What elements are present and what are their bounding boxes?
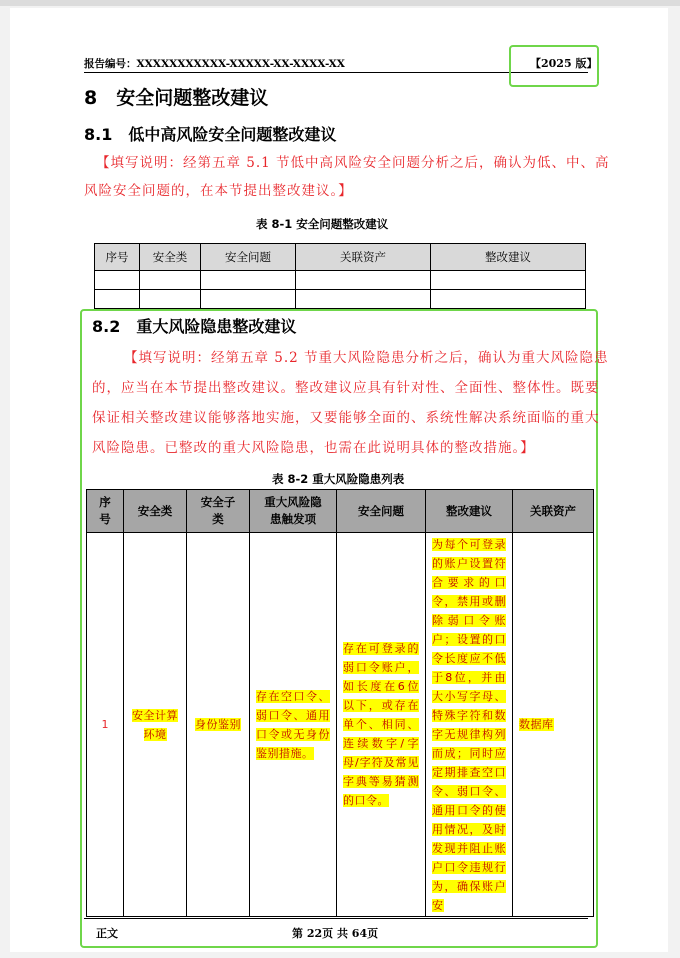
viewer-top-strip bbox=[0, 0, 680, 6]
table-header-row bbox=[87, 490, 594, 533]
version-highlight-box bbox=[509, 45, 599, 87]
col-header-advice: 整改建议 bbox=[431, 244, 586, 271]
col-header-category: 安全类 bbox=[124, 490, 187, 533]
col-header-asset: 关联资产 bbox=[296, 244, 431, 271]
note-8-2-line-2: 的，应当在本节提出整改建议。整改建议应具有针对性、全面性、整体性。既要 bbox=[92, 380, 600, 396]
cell-problem: 存在可登录的弱口令账户，如长度在6位以下，或存在单个、相同、连续数字/字母/字符及常见字典等易猜测的口令。 bbox=[337, 533, 426, 917]
page-number: 第 22页 共 64页 bbox=[292, 927, 379, 940]
footer-rule bbox=[84, 918, 588, 919]
col-header-no: 序号 bbox=[87, 490, 124, 533]
cell-category: 安全计算环境 bbox=[124, 533, 187, 917]
version-label: 【2025 版】 bbox=[530, 57, 598, 70]
col-header-trigger: 重大风险隐患触发项 bbox=[250, 490, 337, 533]
note-8-2-line-1: 【填写说明：经第五章 5.2 节重大风险隐患分析之后，确认为重大风险隐患 bbox=[124, 350, 609, 366]
note-8-1-line-1: 【填写说明：经第五章 5.1 节低中高风险安全问题分析之后，确认为低、中、高 bbox=[96, 155, 610, 171]
col-header-problem: 安全问题 bbox=[201, 244, 296, 271]
cell-asset: 数据库 bbox=[513, 533, 594, 917]
col-header-advice: 整改建议 bbox=[426, 490, 513, 533]
table-8-2 bbox=[86, 489, 594, 917]
note-8-1-line-2: 风险安全问题的，在本节提出整改建议。】 bbox=[84, 183, 353, 199]
table-row bbox=[87, 533, 594, 917]
report-number: 报告编号：XXXXXXXXXXX-XXXXX-XX-XXXX-XX bbox=[84, 58, 345, 70]
cell-subcategory: 身份鉴别 bbox=[187, 533, 250, 917]
table-header-row bbox=[95, 244, 586, 271]
cell-no: 1 bbox=[87, 533, 124, 917]
col-header-no: 序号 bbox=[95, 244, 140, 271]
footer-section-label: 正文 bbox=[96, 927, 118, 940]
col-header-problem: 安全问题 bbox=[337, 490, 426, 533]
col-header-category: 安全类 bbox=[140, 244, 201, 271]
cell-advice: 为每个可登录的账户设置符合要求的口令，禁用或删除弱口令账户；设置的口令长度应不低于8位，并由大小写字母、特殊字符和数字无规律构列而成；同时应定期排查空口令、弱口令、通用口令的使用情况，及时发现并阻止账户口令违规行为，确保账户安 bbox=[426, 533, 513, 917]
table-row bbox=[95, 271, 586, 290]
note-8-2-line-3: 保证相关整改建议能够落地实施，又要能够全面的、系统性解决系统面临的重大 bbox=[92, 410, 600, 426]
table-8-1-caption: 表 8-1 安全问题整改建议 bbox=[256, 217, 389, 231]
table-8-1 bbox=[94, 243, 586, 309]
cell-trigger: 存在空口令、弱口令、通用口令或无身份鉴别措施。 bbox=[250, 533, 337, 917]
section-8-1-heading: 8.1 低中高风险安全问题整改建议 bbox=[84, 125, 337, 144]
col-header-asset: 关联资产 bbox=[513, 490, 594, 533]
section-8-2-heading: 8.2 重大风险隐患整改建议 bbox=[92, 317, 297, 336]
table-row bbox=[95, 290, 586, 309]
section-8-heading: 8 安全问题整改建议 bbox=[84, 87, 269, 109]
note-8-2-line-4: 风险隐患。已整改的重大风险隐患，也需在此说明具体的整改措施。】 bbox=[92, 440, 535, 456]
table-8-2-caption: 表 8-2 重大风险隐患列表 bbox=[272, 472, 405, 486]
col-header-subcategory: 安全子类 bbox=[187, 490, 250, 533]
